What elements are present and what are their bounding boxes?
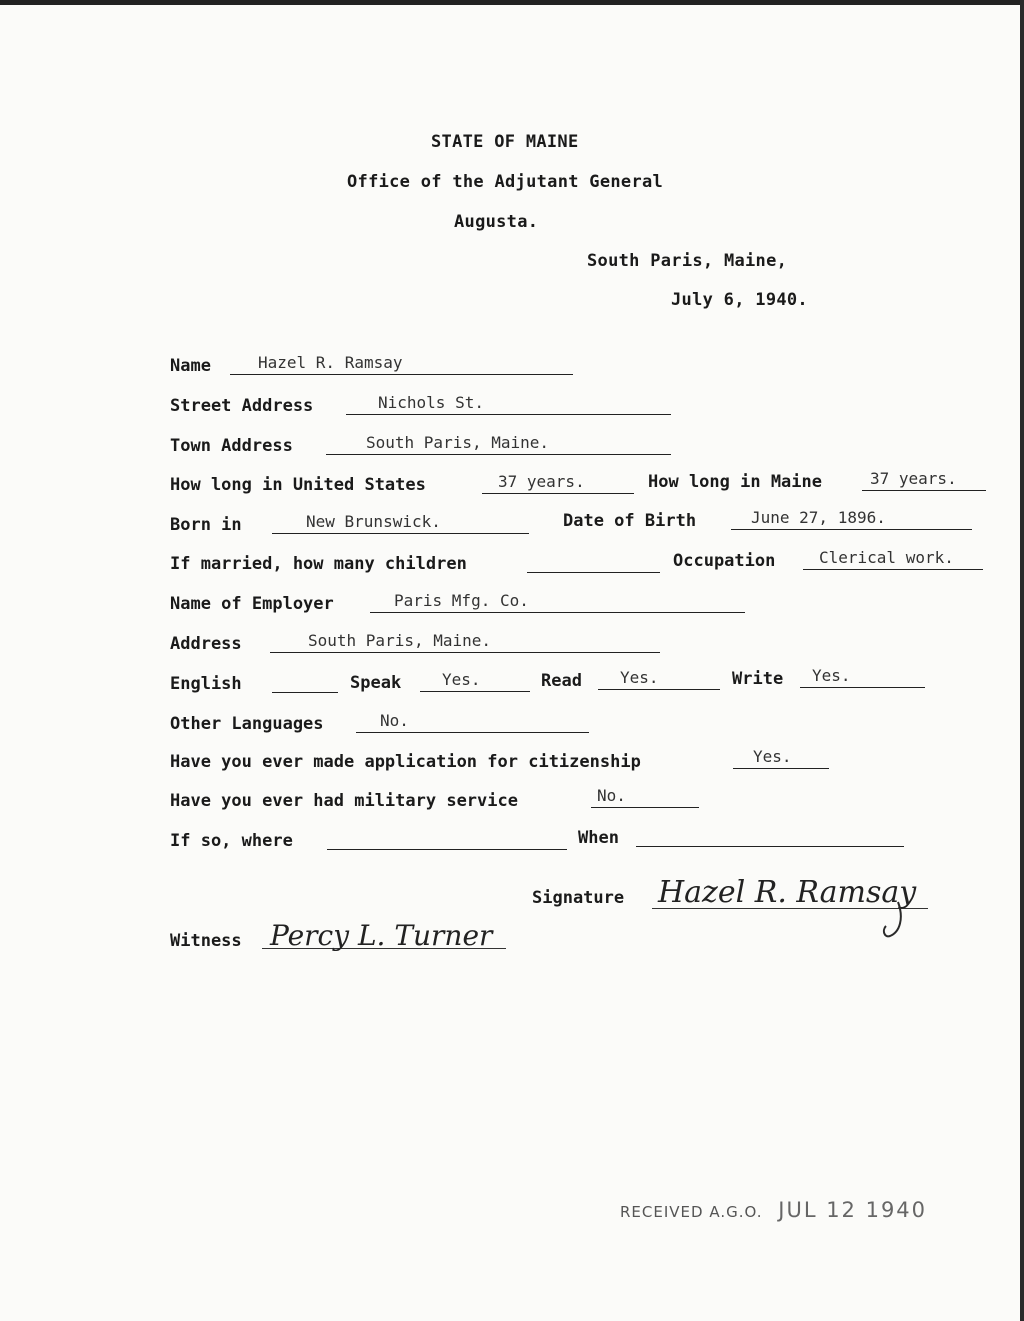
street-address-value: Nichols St.	[378, 393, 484, 412]
received-stamp	[620, 1198, 927, 1222]
employer-label: Name of Employer	[170, 594, 334, 614]
how-long-maine-value: 37 years.	[870, 469, 957, 488]
street-address-label: Street Address	[170, 396, 314, 416]
if-so-where-label: If so, where	[170, 831, 293, 851]
signature-handwriting: Hazel R. Ramsay	[658, 875, 917, 910]
date-of-birth-label: Date of Birth	[563, 511, 697, 531]
town-address-field	[326, 430, 671, 455]
town-address-label: Town Address	[170, 436, 293, 456]
write-field	[800, 663, 925, 688]
office-heading: Office of the Adjutant General	[347, 172, 664, 192]
witness-field	[262, 918, 506, 952]
english-field	[272, 668, 338, 693]
employer-address-label: Address	[170, 634, 242, 654]
born-in-field	[272, 509, 529, 534]
town-address-value: South Paris, Maine.	[366, 433, 550, 452]
street-address-field	[346, 390, 671, 415]
read-field	[598, 665, 720, 690]
military-service-field	[591, 783, 699, 808]
how-long-us-value: 37 years.	[498, 472, 585, 491]
born-in-value: New Brunswick.	[306, 512, 441, 531]
how-long-us-field	[482, 469, 634, 494]
employer-address-value: South Paris, Maine.	[308, 631, 492, 650]
born-in-label: Born in	[170, 515, 242, 535]
employer-address-field	[270, 628, 660, 653]
employer-field	[370, 588, 745, 613]
received-stamp-text: RECEIVED A.G.O.	[620, 1203, 763, 1221]
if-so-where-field	[327, 825, 567, 850]
place-line: South Paris, Maine,	[587, 251, 788, 271]
other-languages-label: Other Languages	[170, 714, 324, 734]
witness-label: Witness	[170, 931, 242, 951]
signature-flourish	[878, 900, 908, 940]
speak-label: Speak	[350, 673, 402, 693]
name-label: Name	[170, 356, 211, 376]
children-field	[527, 548, 660, 573]
when-label: When	[578, 828, 619, 848]
children-label: If married, how many children	[170, 554, 467, 574]
witness-handwriting: Percy L. Turner	[270, 919, 493, 952]
read-value: Yes.	[620, 668, 659, 687]
when-field	[636, 822, 904, 847]
write-value: Yes.	[812, 666, 851, 685]
how-long-maine-label: How long in Maine	[648, 472, 822, 492]
other-languages-value: No.	[380, 711, 409, 730]
occupation-label: Occupation	[673, 551, 776, 571]
speak-field	[420, 667, 530, 692]
scan-edge-top	[0, 0, 1024, 5]
scan-edge-right	[1020, 0, 1024, 1321]
how-long-maine-field	[862, 466, 986, 491]
occupation-value: Clerical work.	[819, 548, 954, 567]
state-heading: STATE OF MAINE	[431, 132, 579, 152]
citizenship-value: Yes.	[753, 747, 792, 766]
city-heading: Augusta.	[454, 212, 539, 232]
name-field	[230, 350, 573, 375]
speak-value: Yes.	[442, 670, 481, 689]
occupation-field	[803, 545, 983, 570]
date-line: July 6, 1940.	[671, 290, 808, 310]
military-service-value: No.	[597, 786, 626, 805]
military-service-label: Have you ever had military service	[170, 791, 518, 811]
citizenship-field	[733, 744, 829, 769]
received-stamp-date: JUL 12 1940	[778, 1198, 928, 1222]
citizenship-label: Have you ever made application for citizenship	[170, 752, 641, 772]
date-of-birth-value: June 27, 1896.	[751, 508, 886, 527]
employer-value: Paris Mfg. Co.	[394, 591, 529, 610]
name-value: Hazel R. Ramsay	[258, 353, 403, 372]
other-languages-field	[356, 708, 589, 733]
date-of-birth-field	[731, 505, 972, 530]
how-long-us-label: How long in United States	[170, 475, 426, 495]
signature-label: Signature	[532, 888, 625, 908]
english-label: English	[170, 674, 242, 694]
read-label: Read	[541, 671, 582, 691]
write-label: Write	[732, 669, 784, 689]
